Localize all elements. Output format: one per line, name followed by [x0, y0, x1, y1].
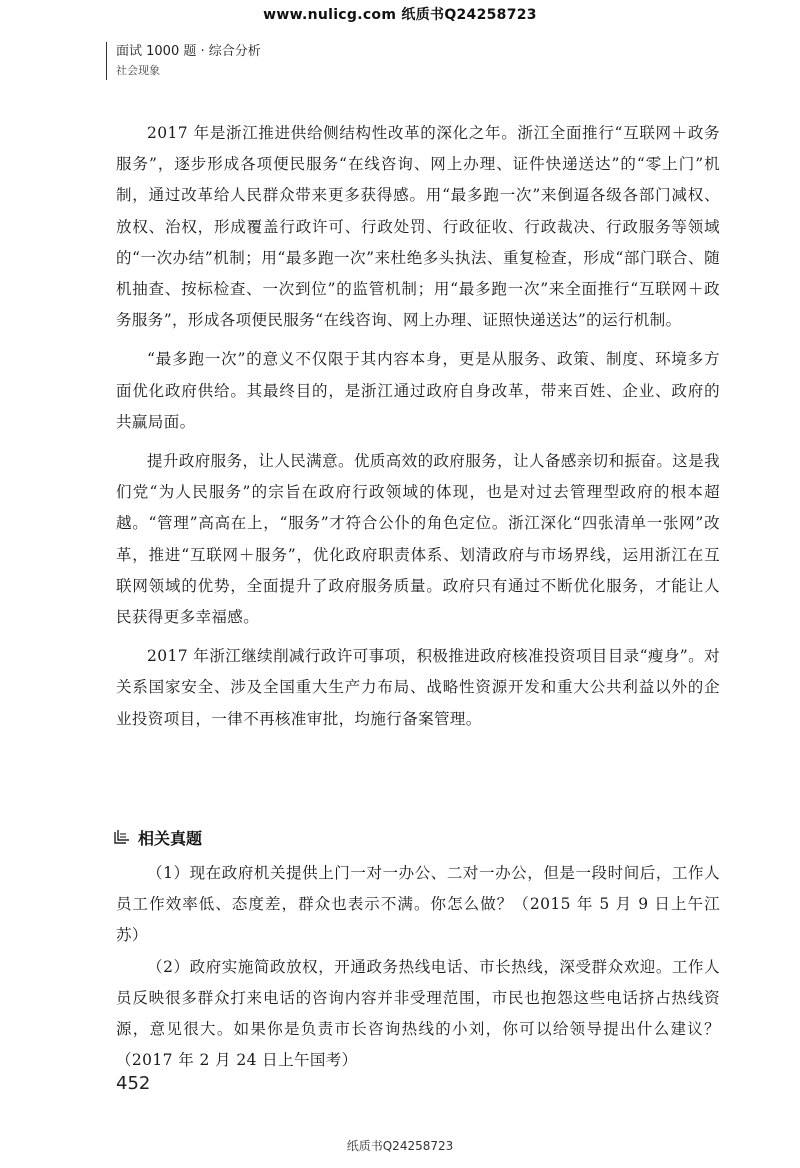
section-name: 社会现象 — [116, 64, 160, 77]
paragraph: 2017 年是浙江推进供给侧结构性改革的深化之年。浙江全面推行“互联网＋政务服务”，逐步形成各项便民服务“在线咨询、网上办理、证件快递送达”的“零上门”机制，通过改革给人民群众带来更多获得感。用“最多跑一次”来倒逼各级各部门减权、放权、治权，形成覆盖行政许可、行政处罚、行政征收、行政裁决、行政服务等领域的“一次办结”机制；用“最多跑一次”来杜绝多头执法、重复检查，形成“部门联合、随机抽查、按标检查、一次到位”的监管机制；用“最多跑一次”来全面推行“互联网＋政务服务”，形成各项便民服务“在线咨询、网上办理、证照快递送达”的运行机制。 — [116, 124, 720, 330]
question-item: （1）现在政府机关提供上门一对一办公、二对一办公，但是一段时间后，工作人员工作效率低、态度差，群众也表示不满。你怎么做？（2015 年 5 月 9 日上午江苏） — [116, 864, 720, 945]
book-page-icon — [112, 829, 132, 847]
paragraph: “最多跑一次”的意义不仅限于其内容本身，更是从服务、政策、制度、环境多方面优化政府供给。其最终目的，是浙江通过政府自身改革，带来百姓、企业、政府的共赢局面。 — [116, 350, 720, 431]
body-text — [116, 118, 720, 735]
book-title: 面试 1000 题 · 综合分析 — [116, 44, 261, 59]
running-header — [106, 42, 261, 80]
related-questions-title: 相关真题 — [138, 829, 203, 848]
top-watermark: www.nulicg.com 纸质书Q24258723 — [263, 7, 537, 23]
page-number: 452 — [116, 1073, 151, 1094]
related-questions-heading — [112, 826, 202, 849]
paragraph: 提升政府服务，让人民满意。优质高效的政府服务，让人备感亲切和振奋。这是我们党“为人民服务”的宗旨在政府行政领域的体现，也是对过去管理型政府的根本超越。“管理”高高在上，“服务”才符合公仆的角色定位。浙江深化“四张清单一张网”改革，推进“互联网＋服务”，优化政府职责体系、划清政府与市场界线，运用浙江在互联网领域的优势，全面提升了政府服务质量。政府只有通过不断优化服务，才能让人民获得更多幸福感。 — [116, 452, 720, 627]
related-questions-list — [116, 858, 720, 1076]
question-item: （2）政府实施简政放权，开通政务热线电话、市长热线，深受群众欢迎。工作人员反映很多群众打来电话的咨询内容并非受理范围，市民也抱怨这些电话挤占热线资源，意见很大。如果你是负责市长咨询热线的小刘，你可以给领导提出什么建议？（2017 年 2 月 24 日上午国考） — [116, 957, 720, 1070]
bottom-watermark: 纸质书Q24258723 — [346, 1139, 454, 1153]
paragraph: 2017 年浙江继续削减行政许可事项，积极推进政府核准投资项目目录“瘦身”。对关系国家安全、涉及全国重大生产力布局、战略性资源开发和重大公共利益以外的企业投资项目，一律不再核准审批，均施行备案管理。 — [116, 647, 720, 728]
